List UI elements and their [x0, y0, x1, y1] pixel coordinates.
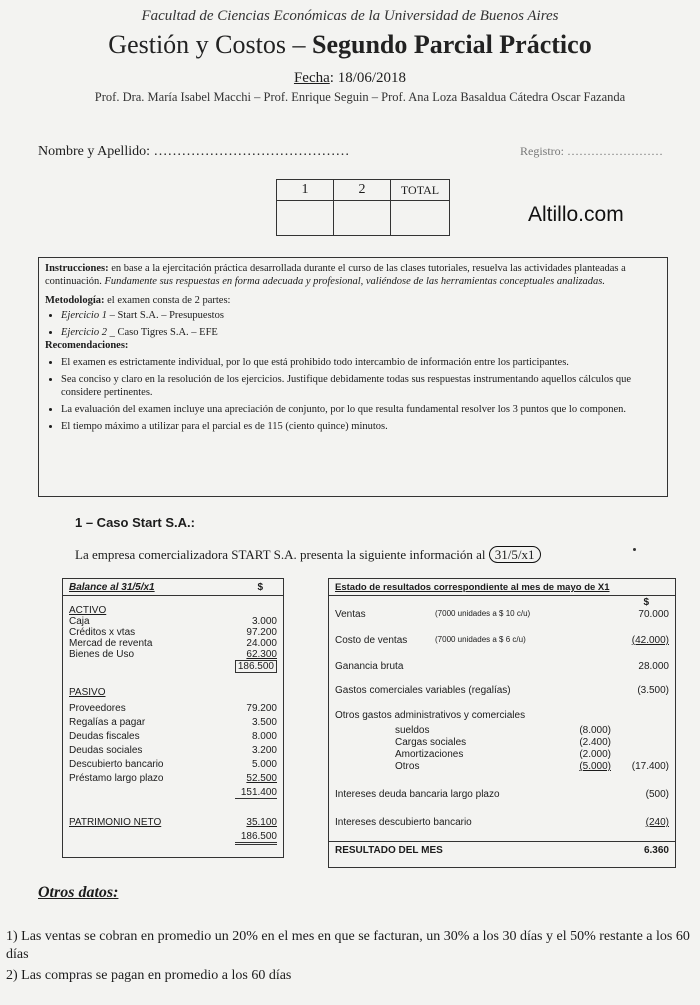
balance-header — [69, 582, 277, 593]
balance-row — [69, 649, 277, 660]
balance-row — [69, 745, 277, 756]
balance-label: Caja — [69, 616, 90, 627]
income-sublabel: Otros — [395, 761, 420, 772]
otros-item-row — [335, 737, 669, 748]
balance-value: 3.200 — [251, 745, 277, 756]
instructions-box — [38, 257, 668, 497]
pn-title: PATRIMONIO NETO — [69, 817, 162, 828]
ventas-row — [335, 609, 669, 620]
activo-title-row — [69, 605, 277, 616]
int-desc-row — [335, 817, 669, 828]
balance-label: Bienes de Uso — [69, 649, 135, 660]
costo-row — [335, 635, 669, 646]
income-header — [335, 582, 669, 593]
balance-label: Regalías a pagar — [69, 717, 146, 728]
pasivo-title: PASIVO — [69, 687, 106, 698]
income-label: Intereses deuda bancaria largo plazo — [335, 789, 500, 800]
balance-row — [69, 616, 277, 627]
income-sublabel: Cargas sociales — [395, 737, 467, 748]
pn-row — [69, 817, 277, 828]
balance-label: Deudas sociales — [69, 745, 143, 756]
income-subvalue: (2.000) — [579, 749, 611, 760]
income-value: (17.400) — [631, 761, 669, 772]
instructions-heading: Instrucciones: — [45, 263, 109, 274]
balance-value: 97.200 — [246, 627, 277, 638]
income-label: Ventas — [335, 609, 366, 620]
balance-title: Balance al 31/5/x1 — [69, 582, 155, 593]
date-value: : 18/06/2018 — [329, 70, 407, 86]
exam-date — [0, 70, 700, 87]
balance-label: Proveedores — [69, 703, 126, 714]
income-statement — [328, 578, 676, 868]
balance-label: Créditos x vtas — [69, 627, 136, 638]
int-lp-row — [335, 789, 669, 800]
otros-datos-title: Otros datos: — [38, 884, 119, 901]
list-item: • El tiempo máximo a utilizar para el parcial es de 115 (ciento quince) minutos. — [61, 420, 661, 433]
case-date: 31/5/x1 — [489, 546, 541, 563]
methodology — [45, 294, 661, 307]
income-sublabel: sueldos — [395, 725, 430, 736]
balance-label: Descubierto bancario — [69, 759, 164, 770]
otros-item-row — [335, 761, 669, 772]
balance-value: 24.000 — [246, 638, 277, 649]
part-text: – Start S.A. – Presupuestos — [106, 310, 224, 321]
part-label: Ejercicio 1 — [61, 310, 107, 321]
income-value: (240) — [645, 817, 669, 828]
stray-dot — [633, 548, 636, 551]
instructions-italic: Fundamente sus respuestas en forma adecuada y profesional, valiéndose de las herramientas conceptuales analizadas. — [104, 276, 606, 287]
otros-gastos-row — [335, 710, 669, 721]
instructions-intro — [45, 262, 661, 288]
pasivo-total: 151.400 — [235, 787, 277, 799]
balance-value: 62.300 — [246, 649, 277, 660]
balance-value: 3.000 — [251, 616, 277, 627]
student-name-field: Nombre y Apellido: …………………………………… — [38, 144, 350, 159]
parts-list — [45, 309, 661, 339]
registro-field: Registro: …………………… — [520, 144, 663, 158]
activo-total-row — [69, 661, 277, 672]
grand-total-row — [69, 831, 277, 842]
balance-value: 79.200 — [246, 703, 277, 714]
balance-row — [69, 773, 277, 784]
date-label: Fecha — [293, 70, 330, 86]
professors-line: Prof. Dra. María Isabel Macchi – Prof. Enrique Seguin – Prof. Ana Loza Basaldua Cátedra Oscar Fazanda — [94, 90, 626, 104]
bruta-row — [335, 661, 669, 672]
income-value: (42.000) — [631, 635, 669, 646]
balance-value: 52.500 — [246, 773, 277, 784]
note-2: 2) Las compras se pagan en promedio a los 60 días — [6, 968, 292, 983]
balance-value: 3.500 — [251, 717, 277, 728]
balance-sheet — [62, 578, 284, 858]
result-row — [335, 845, 669, 856]
watermark: Altillo.com — [528, 203, 624, 226]
income-value: 70.000 — [638, 609, 669, 620]
result-value: 6.360 — [643, 845, 669, 856]
balance-row — [69, 731, 277, 742]
income-label: Gastos comerciales variables (regalías) — [335, 685, 511, 696]
list-item: • La evaluación del examen incluye una apreciación de conjunto, por lo que resulta fundamental resolver los 3 puntos que lo componen. — [61, 403, 661, 416]
balance-row — [69, 627, 277, 638]
part-text: _ Caso Tigres S.A. – EFE — [106, 327, 218, 338]
balance-row — [69, 759, 277, 770]
income-label: Ganancia bruta — [335, 661, 404, 672]
income-label: Intereses descubierto bancario — [335, 817, 472, 828]
income-sublabel: Amortizaciones — [395, 749, 464, 760]
grades-table — [276, 179, 450, 236]
income-value: (500) — [645, 789, 669, 800]
activo-total: 186.500 — [235, 660, 277, 673]
recommendations-list — [45, 356, 661, 433]
income-label: Otros gastos administrativos y comerciales — [335, 710, 526, 721]
faculty-header: Facultad de Ciencias Económicas de la Universidad de Buenos Aires — [141, 8, 559, 24]
pasivo-title-row — [69, 687, 277, 698]
balance-value: 8.000 — [251, 731, 277, 742]
balance-value: 5.000 — [251, 759, 277, 770]
grand-total: 186.500 — [235, 831, 277, 845]
income-subvalue: (2.400) — [579, 737, 611, 748]
balance-label: Mercad de reventa — [69, 638, 153, 649]
balance-currency: $ — [257, 582, 263, 593]
balance-row — [69, 717, 277, 728]
income-currency-row — [335, 597, 669, 608]
gcv-row — [335, 685, 669, 696]
case-intro — [75, 547, 541, 563]
income-subvalue: (5.000) — [579, 761, 611, 772]
income-value: (3.500) — [637, 685, 669, 696]
note-1: 1) Las ventas se cobran en promedio un 20% en el mes en que se facturan, un 30% a los 30 días y el 50% restante a los 60 días — [6, 929, 690, 962]
income-title: Estado de resultados correspondiente al mes de mayo de X1 — [335, 582, 610, 593]
income-label: Costo de ventas — [335, 635, 408, 646]
list-item: • El examen es estrictamente individual, por lo que está prohibido todo intercambio de información entre los participantes. — [61, 356, 661, 369]
course-name: Gestión y Costos – — [108, 30, 306, 59]
exam-title — [0, 30, 700, 60]
income-value: 28.000 — [638, 661, 669, 672]
otros-item-row — [335, 725, 669, 736]
grade-cell-2 — [334, 201, 391, 236]
result-label: RESULTADO DEL MES — [335, 845, 443, 856]
case-title: 1 – Caso Start S.A.: — [75, 515, 195, 530]
grade-col-2: 2 — [334, 180, 391, 201]
balance-row — [69, 703, 277, 714]
methodology-text: el examen consta de 2 partes: — [104, 295, 231, 306]
part-label: Ejercicio 2 — [61, 327, 107, 338]
list-item — [61, 326, 661, 339]
list-item: • Sea conciso y claro en la resolución de los ejercicios. Justifique debidamente todas sus respuestas instrumentando aquellos cálculos que considere pertinentes. — [61, 373, 661, 399]
activo-title: ACTIVO — [69, 605, 107, 616]
otros-item-row — [335, 749, 669, 760]
methodology-heading: Metodología: — [45, 295, 105, 306]
pasivo-total-row — [69, 787, 277, 798]
grade-cell-1 — [277, 201, 334, 236]
income-subvalue: (8.000) — [579, 725, 611, 736]
income-detail: (7000 unidades a $ 10 c/u) — [435, 609, 531, 618]
instructions-text: en base a la ejercitación práctica desarrollada durante el curso de las clases tutoriales, resuelva las actividades planteadas a continuación. — [45, 263, 626, 287]
balance-label: Préstamo largo plazo — [69, 773, 164, 784]
recommendations-heading: Recomendaciones: — [45, 340, 129, 351]
income-detail: (7000 unidades a $ 6 c/u) — [435, 635, 526, 644]
balance-row — [69, 638, 277, 649]
case-intro-text: La empresa comercializadora START S.A. presenta la siguiente información al — [75, 547, 489, 562]
grade-cell-total — [391, 201, 450, 236]
income-currency: $ — [643, 597, 649, 608]
list-item — [61, 309, 661, 322]
exam-name: Segundo Parcial Práctico — [311, 30, 592, 59]
pn-value: 35.100 — [246, 817, 277, 828]
balance-label: Deudas fiscales — [69, 731, 140, 742]
grade-col-total: TOTAL — [391, 180, 450, 201]
grade-col-1: 1 — [277, 180, 334, 201]
